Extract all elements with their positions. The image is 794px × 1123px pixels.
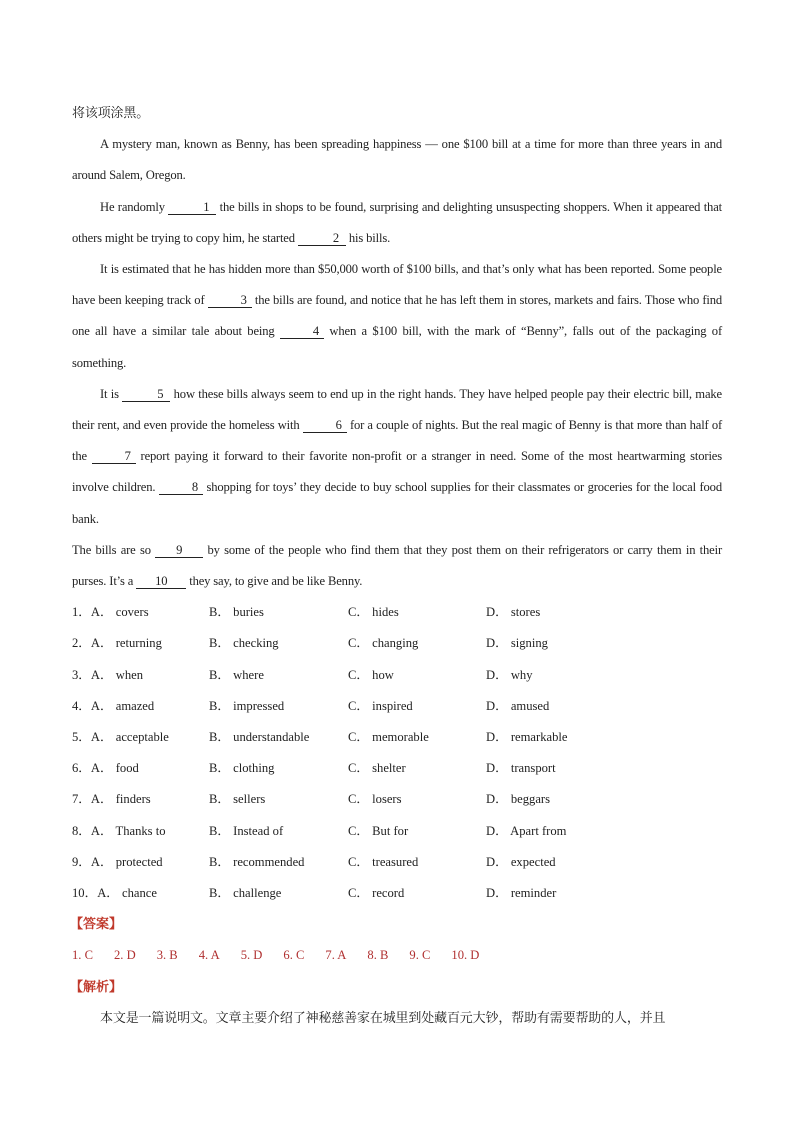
option-a: 6．A． food <box>72 761 139 776</box>
option-row <box>72 816 722 847</box>
option-a: 4．A． amazed <box>72 698 155 713</box>
option-d: D． amused <box>486 698 550 713</box>
option-row <box>72 722 722 753</box>
option-row <box>72 878 722 909</box>
passage-text: report paying it forward to their favorite non-profit or a stranger in need. Some of the most heartwarming stories involve children. <box>72 449 722 495</box>
option-b: B． understandable <box>209 730 310 744</box>
option-row <box>72 597 722 628</box>
answer-item: 3. B <box>156 948 178 963</box>
option-d: D． reminder <box>486 885 557 900</box>
option-c: C． changing <box>348 636 419 651</box>
option-b: B． challenge <box>209 885 282 900</box>
passage-text: how these bills always seem to end up in the right hands. They have helped people pay their electric bill, make their rent, and even provide the homeless with <box>72 386 722 433</box>
passage-paragraph-2 <box>72 192 722 254</box>
answer-item: 4. A <box>198 948 220 963</box>
option-a: 9．A． protected <box>72 854 163 869</box>
answer-item: 8. B <box>367 948 389 963</box>
answer-key <box>72 940 722 971</box>
blank-8: 8 <box>159 480 203 495</box>
option-c: C． But for <box>348 823 409 838</box>
blank-4: 4 <box>280 324 324 339</box>
passage-text: It is estimated that he has hidden more than $50,000 worth of $100 bills, and that’s only what has been reported. Some people have been keeping track of <box>72 262 722 308</box>
option-row <box>72 628 722 659</box>
passage-paragraph-1 <box>72 129 722 191</box>
answer-item: 7. A <box>325 948 347 963</box>
option-row <box>72 753 722 784</box>
option-d: D． remarkable <box>486 730 568 744</box>
options-list <box>72 597 722 909</box>
answer-item: 5. D <box>240 948 263 963</box>
blank-1: 1 <box>168 200 216 215</box>
passage-paragraph-5 <box>72 535 722 597</box>
blank-6: 6 <box>303 418 347 433</box>
answer-item: 10. D <box>451 948 480 963</box>
blank-5: 5 <box>122 387 170 402</box>
option-row <box>72 784 722 815</box>
option-row <box>72 691 722 722</box>
option-c: C． losers <box>348 792 402 807</box>
option-b: B． clothing <box>209 761 275 776</box>
passage-text: they say, to give and be like Benny. <box>186 574 363 589</box>
answer-item: 1. C <box>72 948 93 963</box>
option-d: D． expected <box>486 854 556 869</box>
passage-text: A mystery man, known as Benny, has been spreading happiness — one $100 bill at a time for more than three years in and around Salem, Oregon. <box>72 137 722 183</box>
document-page <box>72 98 722 1034</box>
option-d: D． why <box>486 667 533 682</box>
blank-2: 2 <box>298 231 346 246</box>
passage-text: by some of the people who find them that they post them on their refrigerators or carry them in their purses. It’s a <box>72 542 722 589</box>
passage-text: The bills are so <box>72 542 156 557</box>
blank-7: 7 <box>92 449 136 464</box>
option-a: 5．A． acceptable <box>72 730 169 744</box>
blank-10: 10 <box>136 574 186 589</box>
answer-heading: 【答案】 <box>70 917 123 933</box>
blank-3: 3 <box>208 293 252 308</box>
option-a: 7．A． finders <box>72 792 151 807</box>
option-a: 3．A． when <box>72 667 144 682</box>
option-row <box>72 660 722 691</box>
option-row <box>72 847 722 878</box>
passage-text: shopping for toys’ they decide to buy school supplies for their classmates or groceries for the local food bank. <box>72 480 722 526</box>
option-d: D． stores <box>486 605 541 620</box>
option-c: C． memorable <box>348 730 429 744</box>
option-b: B． impressed <box>209 698 285 713</box>
passage-text: the bills in shops to be found, surprising and delighting unsuspecting shoppers. When it appeared that others might be trying to copy him, he started <box>72 199 722 245</box>
option-b: B． sellers <box>209 792 266 807</box>
answer-item: 2. D <box>114 948 136 963</box>
option-d: D． beggars <box>486 792 551 807</box>
option-a: 10．A． chance <box>72 885 157 900</box>
answer-item: 6. C <box>283 948 305 963</box>
analysis-heading: 【解析】 <box>70 979 123 995</box>
option-c: C． shelter <box>348 761 406 776</box>
option-c: C． treasured <box>348 854 419 869</box>
option-b: B． recommended <box>209 854 305 869</box>
option-c: C． how <box>348 667 394 682</box>
passage-text: his bills. <box>345 230 391 245</box>
option-c: C． record <box>348 885 405 900</box>
option-d: D． signing <box>486 636 548 651</box>
option-d: D． Apart from <box>486 823 567 838</box>
passage-text: for a couple of nights. But the real magic of Benny is that more than half of the <box>72 418 723 464</box>
passage-paragraph-4 <box>72 379 722 535</box>
option-a: 8．A． Thanks to <box>72 823 166 838</box>
option-a: 2．A． returning <box>72 636 162 651</box>
option-b: B． where <box>209 667 264 682</box>
passage-text: when a $100 bill, with the mark of “Benny”, falls out of the packaging of something. <box>72 324 722 370</box>
passage-paragraph-3 <box>72 254 722 379</box>
option-b: B． checking <box>209 636 279 651</box>
analysis-text: 本文是一篇说明文。文章主要介绍了神秘慈善家在城里到处藏百元大钞，帮助有需要帮助的人，并且 <box>100 1010 666 1026</box>
option-c: C． inspired <box>348 698 413 713</box>
blank-9: 9 <box>155 543 203 558</box>
passage-text: the bills are found, and notice that he has left them in stores, markets and fairs. Those who find one all have a similar tale about being <box>72 293 723 339</box>
intro-text: 将该项涂黑。 <box>72 106 150 121</box>
option-c: C． hides <box>348 605 399 620</box>
answer-item: 9. C <box>409 948 431 963</box>
passage-text: It is <box>100 386 123 401</box>
passage-text: He randomly <box>100 199 169 214</box>
option-d: D． transport <box>486 761 556 776</box>
option-a: 1．A． covers <box>72 605 149 620</box>
option-b: B． buries <box>209 605 264 620</box>
option-b: B． Instead of <box>209 823 284 838</box>
